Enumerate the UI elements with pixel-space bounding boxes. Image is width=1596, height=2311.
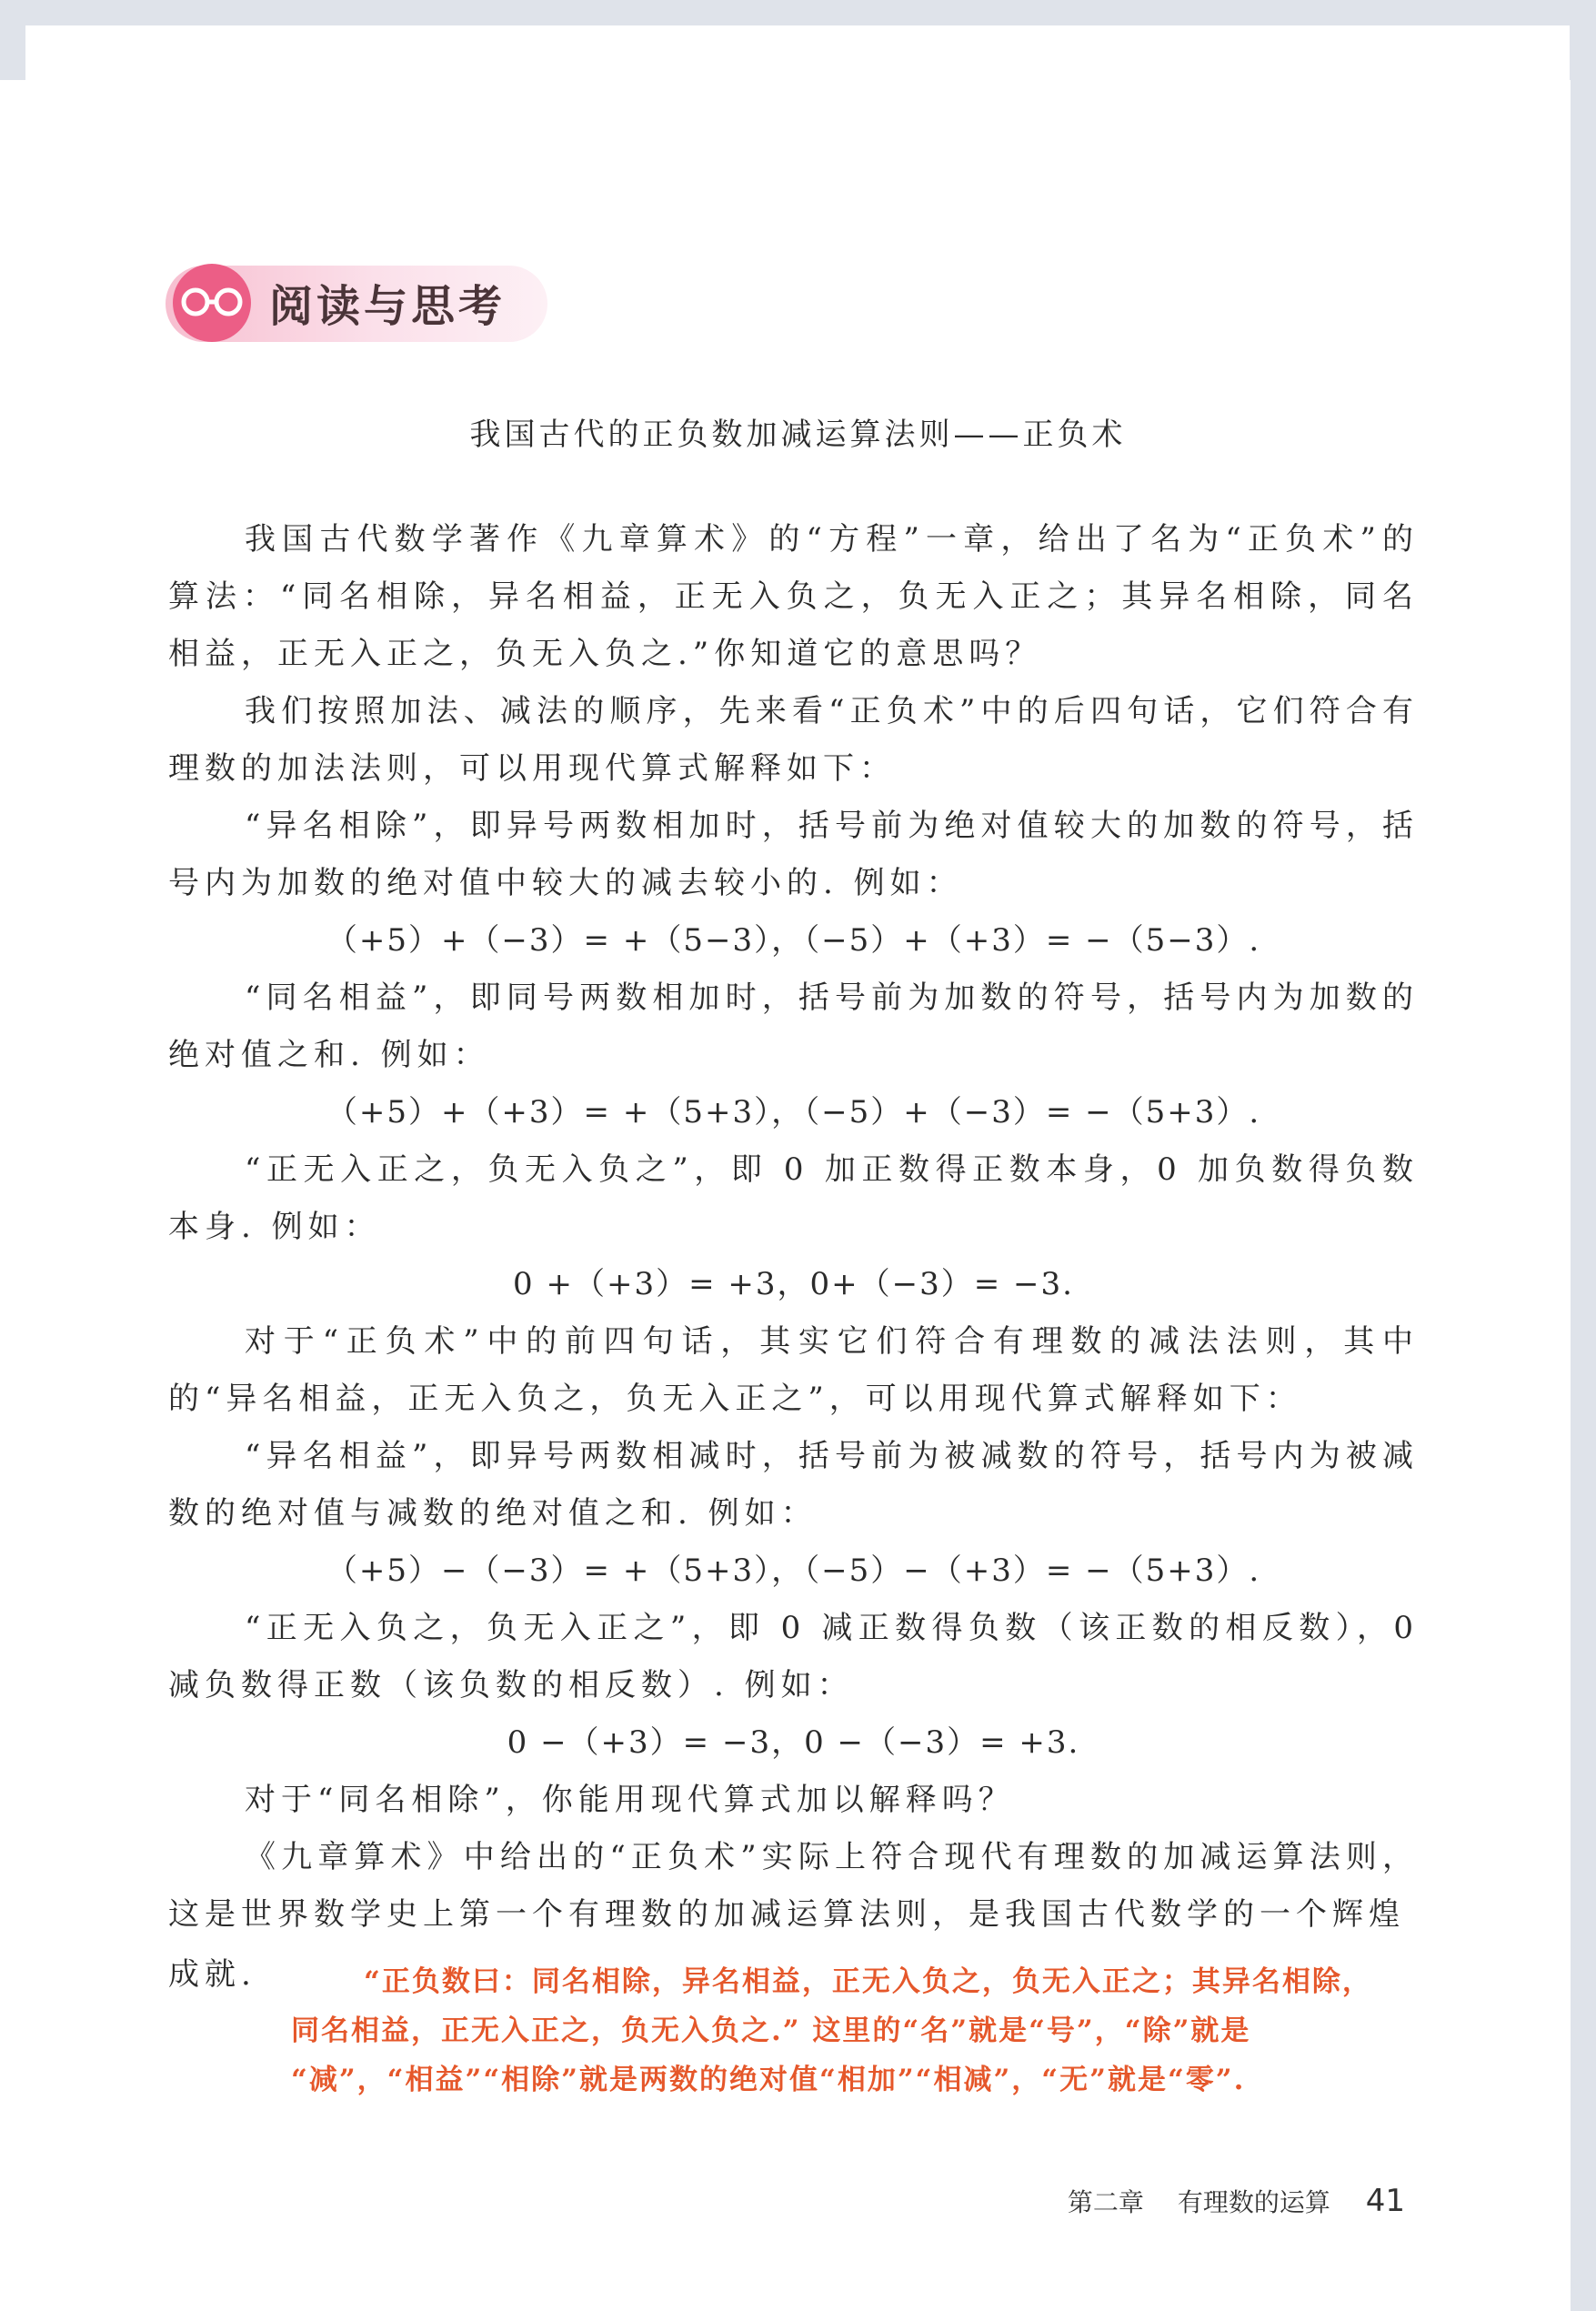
- equation: （+5）+（+3）= +（5+3），（−5）+（−3）= −（5+3）.: [326, 1094, 1261, 1130]
- paragraph: 《九章算术》中给出的“正负术”实际上符合现代有理数的加减运算法则，这是世界数学史上第一个有理数的加减运算法则，是我国古代数学的一个辉煌: [168, 1839, 1419, 1933]
- page-number: 41: [1365, 2183, 1405, 2219]
- paragraph: “异名相除”，即异号两数相加时，括号前为绝对值较大的加数的符号，括号内为加数的绝对值中较大的减去较小的. 例如：: [168, 808, 1419, 901]
- paragraph: 我们按照加法、减法的顺序，先来看“正负术”中的后四句话，它们符合有理数的加法法则，可以用现代算式解释如下：: [168, 693, 1419, 787]
- note-line: 同名相益，正无入正之，负无入负之.” 这里的“名”就是“号”，“除”就是: [291, 2015, 1251, 2047]
- article-body: [168, 511, 1419, 1944]
- paragraph: “同名相益”，即同号两数相加时，括号前为加数的符号，括号内为加数的绝对值之和. 例如：: [168, 980, 1419, 1073]
- equation: （+5）+（−3）= +（5−3），（−5）+（+3）= −（5−3）.: [326, 922, 1261, 959]
- paragraph: 对于“正负术”中的前四句话，其实它们符合有理数的减法法则，其中的“异名相益，正无入负之，负无入正之”，可以用现代算式解释如下：: [168, 1323, 1419, 1417]
- page-footer: [1068, 2183, 1405, 2219]
- note-line: “减”，“相益”“相除”就是两数的绝对值“相加”“相减”，“无”就是“零”.: [291, 2064, 1246, 2096]
- equation: 0 −（+3）= −3，0 −（−3）= +3.: [507, 1724, 1080, 1761]
- paragraph: “正无入负之，负无入正之”，即 0 减正数得负数（该正数的相反数），0 减负数得正数（该负数的相反数）. 例如：: [168, 1610, 1419, 1703]
- paragraph: 对于“同名相除”，你能用现代算式加以解释吗？: [245, 1782, 1015, 1818]
- paragraph: 我国古代数学著作《九章算术》的“方程”一章，给出了名为“正负术”的算法：“同名相除，异名相益，正无入负之，负无入正之；其异名相除，同名相益，正无入正之，负无入负之.”你知道它的意思吗？: [168, 521, 1419, 672]
- equation: （+5）−（−3）= +（5+3），（−5）−（+3）= −（5+3）.: [326, 1552, 1261, 1589]
- note-line: “正负数曰：同名相除，异名相益，正无入负之，负无入正之；其异名相除，: [364, 1965, 1372, 1998]
- equation: 0 +（+3）= +3，0+（−3）= −3.: [513, 1266, 1074, 1302]
- paragraph: “异名相益”，即异号两数相减时，括号前为被减数的符号，括号内为被减数的绝对值与减数的绝对值之和. 例如：: [168, 1438, 1419, 1532]
- footer-section: 有理数的运算: [1177, 2187, 1330, 2217]
- section-title: 阅读与思考: [269, 281, 507, 332]
- handwritten-note: [264, 1957, 1419, 2105]
- article-title: 我国古代的正负数加减运算法则——正负术: [469, 417, 1127, 453]
- glasses-icon: [177, 284, 246, 320]
- paragraph-ending: 成就.: [168, 1956, 256, 1993]
- footer-chapter: 第二章: [1067, 2187, 1144, 2217]
- paragraph: “正无入正之，负无入负之”，即 0 加正数得正数本身，0 加负数得负数本身. 例如：: [168, 1151, 1419, 1245]
